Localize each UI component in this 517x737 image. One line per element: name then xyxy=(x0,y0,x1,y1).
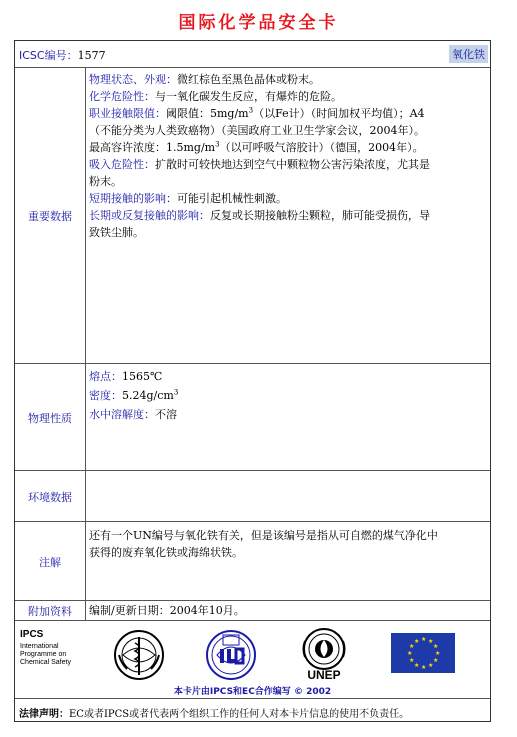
svg-text:★: ★ xyxy=(428,638,434,645)
long-term-effects: 长期或反复接触的影响：反复或长期接触粉尘颗粒，肺可能受损伤，导 xyxy=(89,209,430,222)
important-data-label: 重要数据 xyxy=(28,210,72,223)
icsc-card xyxy=(14,40,491,722)
physical-properties-content xyxy=(89,367,489,424)
legal-notice: 法律声明：EC或者IPCS或者代表两个组织工作的任何人对本卡片信息的使用不负责任。 xyxy=(19,709,410,720)
eu-flag-icon xyxy=(391,633,455,673)
density: 密度：$5.24g/cm^3$ xyxy=(89,388,179,402)
physical-properties-row xyxy=(15,364,490,471)
melting-point: 熔点：1565℃ xyxy=(89,370,163,383)
chemical-hazard: 化学危险性：与一氧化碳发生反应，有爆炸的危险。 xyxy=(89,90,342,103)
important-data-row xyxy=(15,68,490,364)
svg-text:★: ★ xyxy=(433,643,439,650)
chemical-name-badge: 氧化铁 xyxy=(449,45,488,63)
svg-text:★: ★ xyxy=(428,662,434,669)
update-date: 编制/更新日期：2004年10月。 xyxy=(89,604,245,617)
notes-content: 还有一个UN编号与氧化铁有关，但是该编号是指从可自燃的煤气净化中 获得的废弃氧化铁或海绵状铁。 xyxy=(89,529,438,559)
max-allowed-concentration: 最高容许浓度：$1.5mg/m^3$（以可呼吸气溶胶计）（德国，2004年）。 xyxy=(89,140,424,154)
svg-text:★: ★ xyxy=(409,657,415,664)
svg-text:★: ★ xyxy=(409,643,415,650)
notes-label: 注解 xyxy=(39,555,61,569)
ipcs-subtitle: International Programme on Chemical Safety xyxy=(20,643,71,666)
physical-state: 物理状态、外观：微红棕色至黑色晶体或粉末。 xyxy=(89,73,320,86)
svg-text:★: ★ xyxy=(435,650,441,657)
svg-text:★: ★ xyxy=(414,662,420,669)
svg-text:★: ★ xyxy=(421,664,427,671)
logos-row xyxy=(15,621,490,699)
additional-info-label: 附加资料 xyxy=(28,605,72,618)
environment-row xyxy=(15,471,490,522)
environment-label: 环境数据 xyxy=(28,490,72,504)
inhalation-hazard: 吸入危险性：扩散时可较快地达到空气中颗粒物公害污染浓度，尤其是 xyxy=(89,158,430,171)
legal-row xyxy=(15,699,490,723)
who-logo-icon xyxy=(113,629,165,681)
credit-line: 本卡片由IPCS和EC合作编写 © 2002 xyxy=(173,687,332,697)
physical-properties-label: 物理性质 xyxy=(28,411,72,425)
short-term-effects: 短期接触的影响：可能引起机械性刺激。 xyxy=(89,192,287,205)
notes-row xyxy=(15,522,490,601)
additional-info-row xyxy=(15,601,490,621)
svg-text:★: ★ xyxy=(421,636,427,643)
important-data-content xyxy=(89,71,489,241)
svg-text:★: ★ xyxy=(407,650,413,657)
icsc-row xyxy=(15,41,490,68)
occupational-limits-line2: （不能分类为人类致癌物）（美国政府工业卫生学家会议，2004年）。 xyxy=(89,124,425,137)
occupational-limits: 职业接触限值：阈限值：$5mg/m^3$（以Fe计）（时间加权平均值）；A4 xyxy=(89,106,425,120)
ipcs-title: IPCS xyxy=(20,629,44,640)
ilo-logo-icon xyxy=(205,629,257,681)
inhalation-hazard-line2: 粉末。 xyxy=(89,175,122,188)
svg-text:★: ★ xyxy=(414,638,420,645)
long-term-effects-line2: 致铁尘肺。 xyxy=(89,226,144,239)
icsc-number: ICSC编号：1577 xyxy=(19,49,106,62)
unep-text: UNEP xyxy=(307,668,341,682)
water-solubility: 水中溶解度：不溶 xyxy=(89,408,177,421)
page-title: 国际化学品安全卡 xyxy=(178,13,339,33)
svg-text:★: ★ xyxy=(433,657,439,664)
